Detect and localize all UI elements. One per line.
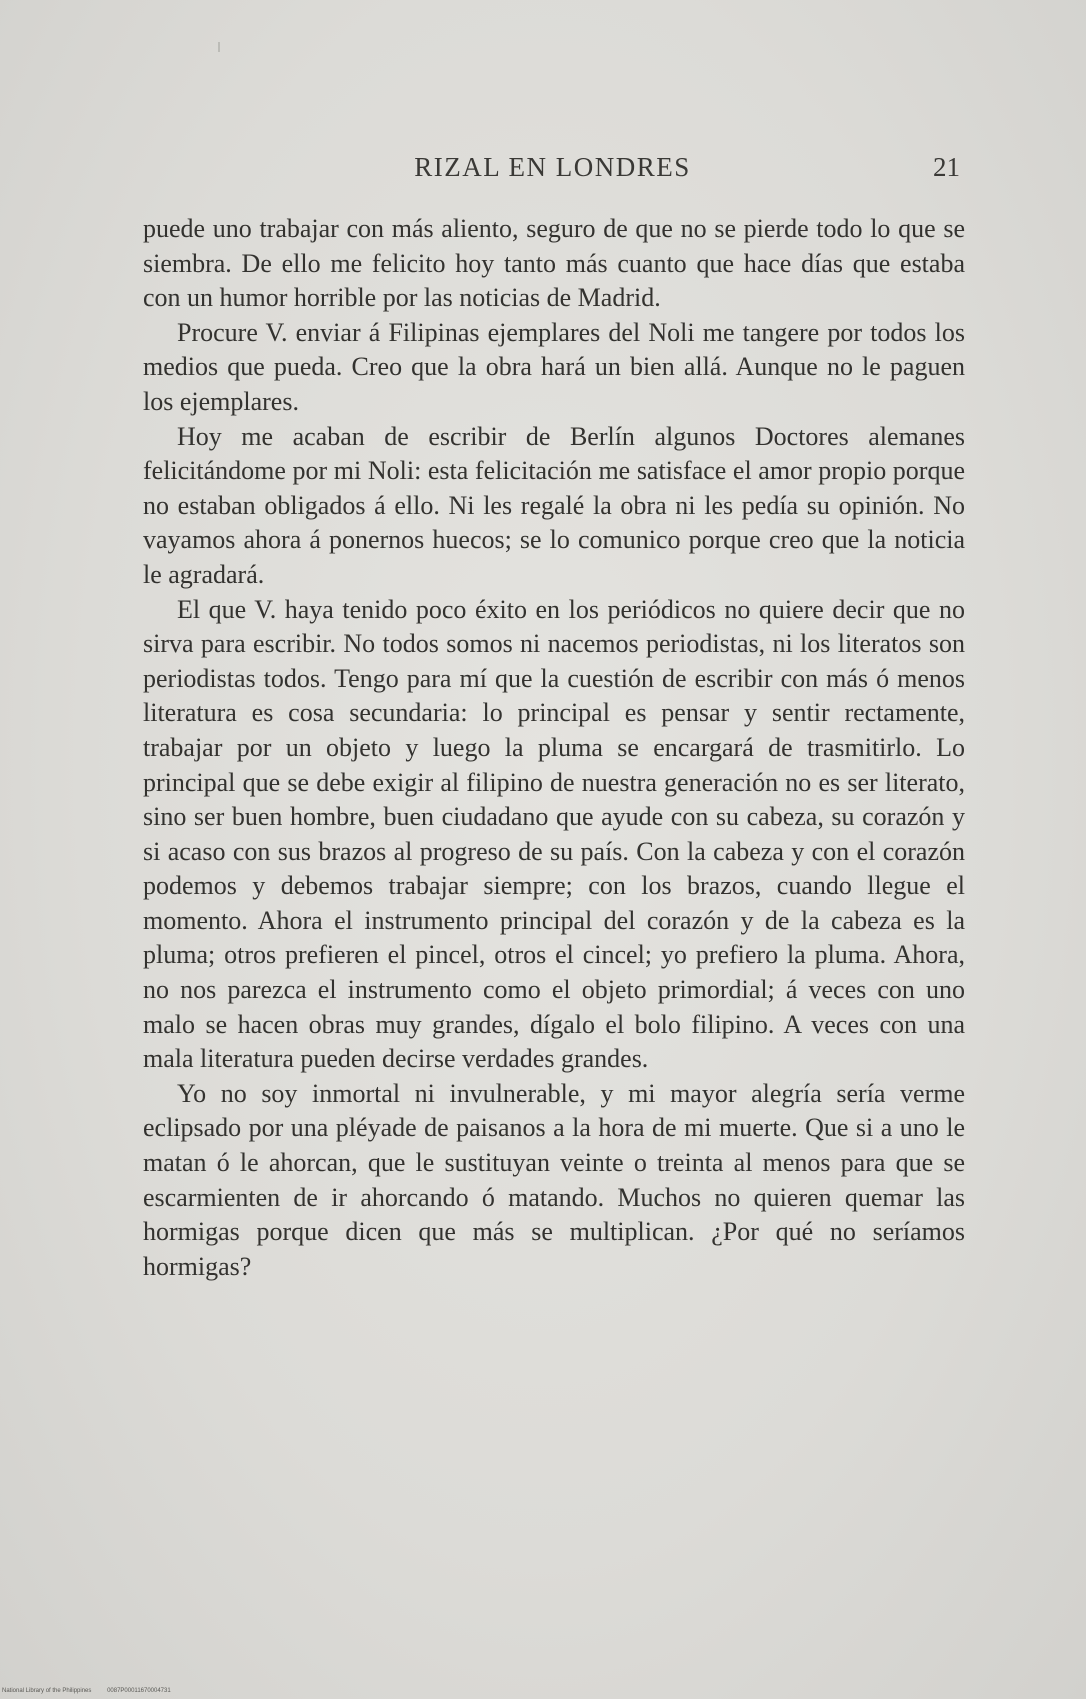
paragraph: Procure V. enviar á Filipinas ejemplares del Noli me tangere por todos los medios que pueda. Creo que la obra hará un bien allá. Aunque no le paguen los ejemplares. [143,317,965,416]
paragraph: El que V. haya tenido poco éxito en los periódicos no quiere decir que no sirva para escribir. No todos somos ni nacemos periodistas, ni los literatos son periodistas todos. Tengo para mí que la cuestión de escribir con más ó menos literatura es cosa secundaria: lo principal es pensar y sentir rectamente, trabajar por un objeto y luego la pluma se encargará de trasmitirlo. Lo principal que se debe exigir al filipino de nuestra generación no es ser literato, sino ser buen hombre, buen ciudadano que ayude con su cabeza, su corazón y si acaso con sus brazos al progreso de su país. Con la cabeza y con el corazón podemos y debemos trabajar siempre; con los brazos, cuando llegue el momento. Ahora el instrumento principal del corazón y de la cabeza es la pluma; otros prefieren el pincel, otros el cincel; yo prefiero la pluma. Ahora, no nos parezca el instrumento como el objeto primordial; á veces con uno malo se hacen obras muy grandes, dígalo el bolo filipino. A veces con una mala literatura pueden decirse verdades grandes. [143,594,965,1074]
paragraph: Hoy me acaban de escribir de Berlín algunos Doctores alemanes felicitándome por mi Noli: esta felicitación me satisface el amor propio porque no estaban obligados á ello. Ni les regalé la obra ni les pedía su opinión. No vayamos ahora á ponernos huecos; se lo comunico porque creo que la noticia le agradará. [143,421,965,589]
paragraph: puede uno trabajar con más aliento, seguro de que no se pierde todo lo que se siembra. De ello me felicito hoy tanto más cuanto que hace días que estaba con un humor horrible por las noticias de Madrid. [143,214,965,313]
page-number: 21 [933,152,960,182]
scan-code: 0087P00011670004731 [107,1688,171,1694]
body-text [143,212,965,1284]
paragraph: Yo no soy inmortal ni invulnerable, y mi mayor alegría sería verme eclipsado por una pléyade de paisanos a la hora de mi muerte. Que si a uno le matan ó le ahorcan, que le sustituyan veinte o treinta al menos para que se escarmienten de ir ahorcando ó matando. Muchos no quieren quemar las hormigas porque dicen que más se multiplican. ¿Por qué no seríamos hormigas? [143,1078,965,1281]
running-title: RIZAL EN LONDRES [414,152,691,182]
library-credit: National Library of the Philippines [2,1688,92,1694]
scan-footer [2,1688,185,1694]
running-header [145,152,960,192]
scan-speck [218,42,220,52]
